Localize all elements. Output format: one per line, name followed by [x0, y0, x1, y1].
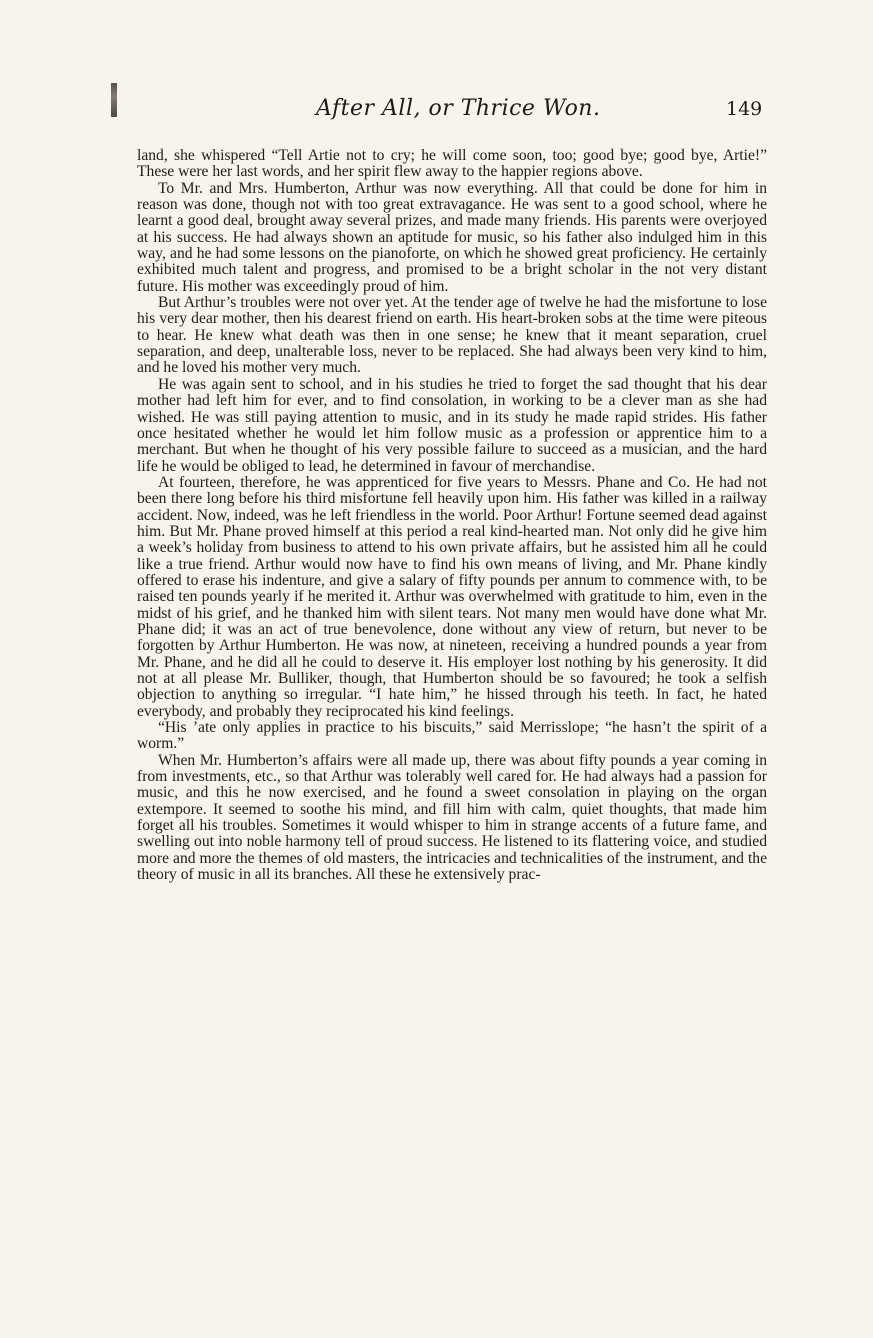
paragraph: He was again sent to school, and in his studies he tried to forget the sad thought that his dear mother had left him for ever, and to find consolation, in working to be a clever man as she had wished. He was still paying attention to music, and in its study he made rapid strides. His father once hesitated whether he would let him follow music as a profession or apprentice him to a merchant. But when he thought of his very possible failure to succeed as a musician, and the hard life he would be obliged to lead, he determined in favour of merchandise. — [137, 375, 767, 475]
body-text — [137, 148, 767, 883]
page-number: 149 — [726, 98, 763, 120]
paragraph: When Mr. Humberton’s affairs were all made up, there was about fifty pounds a year coming in from investments, etc., so that Arthur was tolerably well cared for. He had always had a passion for music, and this he now exercised, and he found a sweet consolation in playing on the organ extempore. It seemed to soothe his mind, and fill him with calm, quiet thoughts, that made him forget all his troubles. Sometimes it would whisper to him in strange accents of a future fame, and swelling out into noble harmony tell of proud success. He listened to its flattering voice, and studied more and more the themes of old masters, the intricacies and technicalities of the instrument, and the theory of music in all its branches. All these he extensively prac- — [137, 751, 767, 884]
paragraph: “His ’ate only applies in practice to his biscuits,” said Merrisslope; “he hasn’t the spirit of a worm.” — [137, 719, 767, 753]
page-header — [0, 92, 873, 132]
paragraph: To Mr. and Mrs. Humberton, Arthur was now everything. All that could be done for him in reason was done, though not with too great extravagance. He was sent to a good school, where he learnt a good deal, brought away several prizes, and made many friends. His parents were overjoyed at his success. He had always shown an aptitude for music, so his father also indulged him in this way, and he had some lessons on the pianoforte, on which he showed great proficiency. He certainly exhibited much talent and progress, and promised to be a bright scholar in the not very distant future. His mother was exceedingly proud of him. — [137, 179, 767, 295]
paragraph: But Arthur’s troubles were not over yet. At the tender age of twelve he had the misfortune to lose his very dear mother, then his dearest friend on earth. His heart-broken sobs at the time were piteous to hear. He knew what death was then in one sense; he knew that it meant separation, cruel separation, and deep, unalterable loss, never to be replaced. She had always been very kind to him, and he loved his mother very much. — [137, 294, 767, 377]
paragraph: land, she whispered “Tell Artie not to cry; he will come soon, too; good bye; good bye, Artie!” These were her last words, and her spirit flew away to the happier regions above. — [137, 147, 767, 181]
paragraph: At fourteen, therefore, he was apprenticed for five years to Messrs. Phane and Co. He had not been there long before his third misfortune fell heavily upon him. His father was killed in a railway accident. Now, indeed, was he left friendless in the world. Poor Arthur! Fortune seemed dead against him. But Mr. Phane proved himself at this period a real kind-hearted man. Not only did he give him a week’s holiday from business to attend to his own private affairs, but he assisted him all he could like a true friend. Arthur would now have to find his own means of living, and Mr. Phane kindly offered to erase his indenture, and give a salary of fifty pounds per annum to commence with, to be raised ten pounds yearly if he merited it. Arthur was overwhelmed with gratitude to him, even in the midst of his grief, and he thanked him with silent tears. Not many men would have done what Mr. Phane did; it was an act of true benevolence, done without any view of return, but never to be forgotten by Arthur Humberton. He was now, at nineteen, receiving a hundred pounds a year from Mr. Phane, and he did all he could to deserve it. His employer lost nothing by his generosity. It did not at all please Mr. Bulliker, though, that Humberton should be so favoured; he took a selfish objection to anything so irregular. “I hate him,” he hissed through his teeth. In fact, he hated everybody, and probably they reciprocated his kind feelings. — [137, 473, 767, 720]
running-title: After All, or Thrice Won. — [316, 96, 601, 121]
